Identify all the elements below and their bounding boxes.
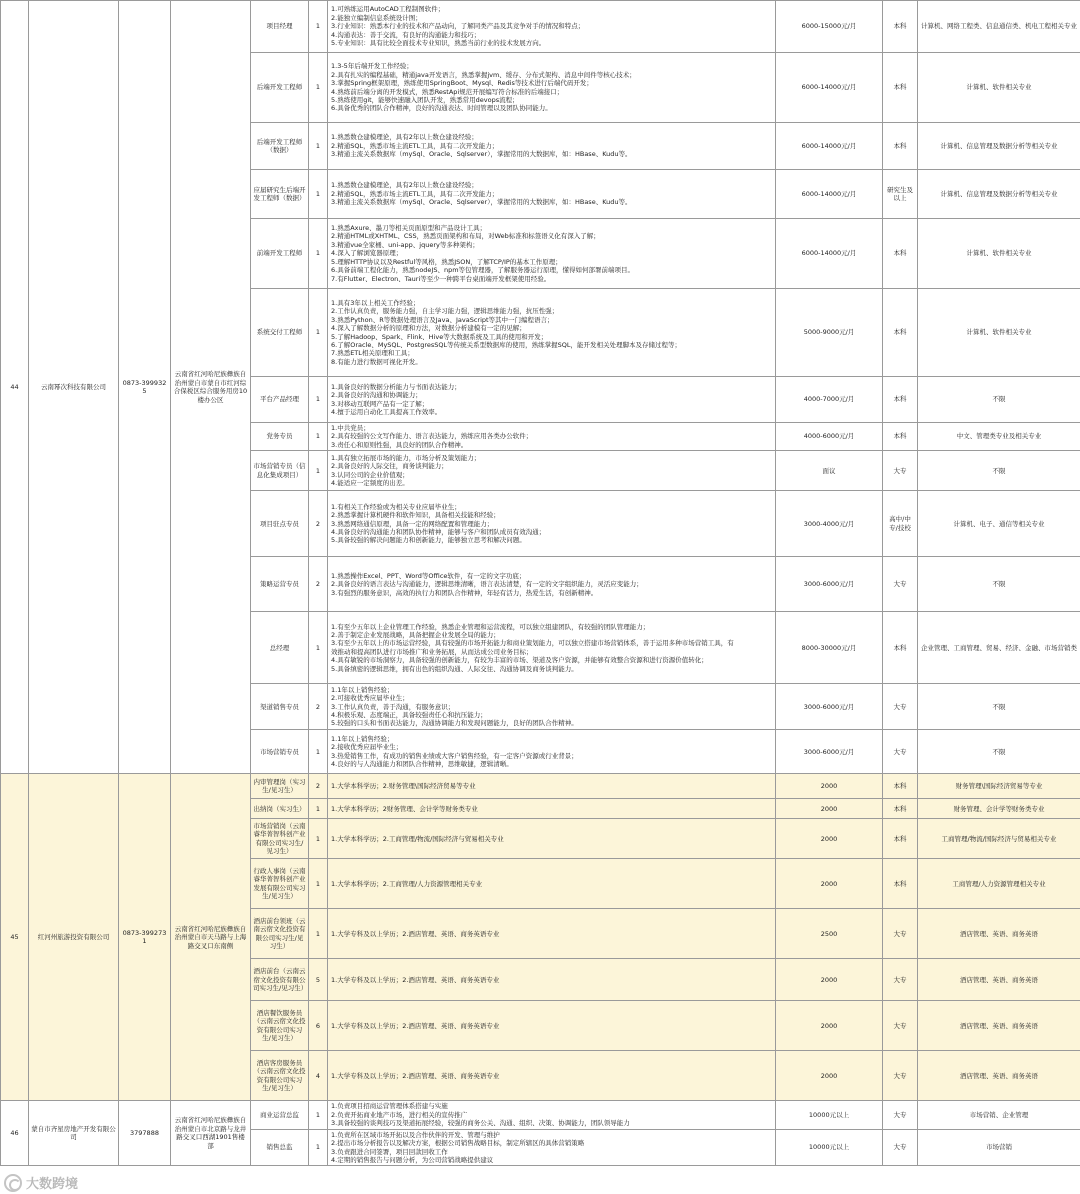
requirement-line: 3.掌握Spring框架原理，熟练使用SpringBoot、Mysql、Redis等技术进行后端代码开发； [331, 79, 593, 88]
job-education-cell: 本科 [883, 377, 918, 423]
watermark-text: 大数跨境 [26, 1177, 79, 1192]
job-education-cell: 大专 [883, 684, 918, 730]
job-salary-cell: 6000-14000元/月 [776, 53, 883, 123]
job-major-cell: 不限 [918, 557, 1080, 612]
job-salary-cell: 3000-4000元/月 [776, 491, 883, 557]
requirement-line: 2.能独立编制信息系统设计图； [331, 13, 422, 22]
job-count-cell: 1 [309, 170, 328, 219]
company-phone-cell: 0873-3992731 [119, 774, 171, 1101]
requirement-line: 3.对移动互联网产品有一定了解； [331, 399, 429, 408]
company-address-cell: 云南省红河哈尼族彝族自治州蒙自市天马路与上海路交叉口东南侧 [171, 774, 251, 1101]
company-name-cell: 红河州旅游投资有限公司 [29, 774, 119, 1101]
job-salary-cell: 2500 [776, 909, 883, 959]
job-title-cell: 酒店客房服务员（云南云宿文化投资有限公司实习生/见习生） [251, 1051, 309, 1101]
job-salary-cell: 2000 [776, 859, 883, 909]
job-major-cell: 计算机、信息管理及数据分析等相关专业 [918, 170, 1080, 219]
job-education-cell: 大专 [883, 451, 918, 491]
job-count-cell: 2 [309, 774, 328, 799]
requirement-line: 3.精通vue全家桶、uni-app、jquery等多种架构； [331, 240, 479, 249]
company-address-cell: 云南省红河哈尼族彝族自治州蒙自市蒙自市红河综合保税区综合服务用房10楼办公区 [171, 1, 251, 774]
job-education-cell: 本科 [883, 53, 918, 123]
job-count-cell: 1 [309, 730, 328, 774]
job-count-cell: 6 [309, 1001, 328, 1051]
requirement-line: 2.善于制定企业发展战略，具备把握企业发展全局的能力； [331, 630, 500, 639]
job-requirements-cell [328, 612, 776, 684]
requirement-line: 2.可接收优秀应届毕业生； [331, 694, 409, 703]
job-title-cell: 出纳岗（实习生） [251, 799, 309, 819]
job-education-cell: 本科 [883, 219, 918, 289]
requirement-line: 2.精通HTML或XHTML、CSS，熟悉页面架构和布局，对Web标准和标签语义化有深入了解； [331, 232, 600, 241]
requirement-line: 1.负责项目招商运营管理体系搭建与实施 [331, 1102, 448, 1111]
company-no-cell: 44 [1, 1, 29, 774]
job-education-cell: 大专 [883, 909, 918, 959]
brand-logo-icon [4, 1174, 22, 1192]
requirement-line: 7.有Flutter、Electron、Tauri等至少一种跨平台桌面端开发框架使用经验。 [331, 274, 551, 283]
requirement-line: 1.熟悉操作Excel、PPT、Word等Office软件，有一定的文字功底； [331, 571, 526, 580]
job-education-cell: 本科 [883, 859, 918, 909]
job-table-body [1, 1, 1080, 1166]
job-salary-cell: 8000-30000元/月 [776, 612, 883, 684]
job-major-cell: 计算机、电子、通信等相关专业 [918, 491, 1080, 557]
requirement-line: 4.擅于运用自动化工具提高工作效率。 [331, 407, 442, 416]
requirement-line: 4.沟通表达：善于交流，有良好的沟通能力和技巧； [331, 30, 481, 39]
job-title-cell: 销售总监 [251, 1129, 309, 1166]
job-major-cell: 市场营销 [918, 1129, 1080, 1166]
job-requirements-cell [328, 289, 776, 377]
requirement-line: 3.有强烈的服务意识，高效的执行力和团队合作精神，年轻有活力，热爱生活，有创新精神。 [331, 588, 598, 597]
job-salary-cell: 6000-14000元/月 [776, 123, 883, 170]
job-title-cell: 渠道销售专员 [251, 684, 309, 730]
job-title-cell: 应届研究生后端开发工程师（数据） [251, 170, 309, 219]
job-education-cell: 大专 [883, 1001, 918, 1051]
job-count-cell: 1 [309, 819, 328, 859]
requirement-line: 4.熟练前后端分离的开发模式，熟悉RestApi规范开展编写符合标准的后端接口； [331, 87, 564, 96]
requirement-line: 1.大学本科学历；2.工商管理/人力资源管理相关专业 [331, 879, 483, 888]
job-education-cell: 本科 [883, 774, 918, 799]
job-title-cell: 后端开发工程师（数据） [251, 123, 309, 170]
job-requirements-cell [328, 1101, 776, 1129]
job-title-cell: 策略运营专员 [251, 557, 309, 612]
requirement-line: 7.熟悉ETL相关原理和工具； [331, 349, 414, 358]
requirement-line: 2.具有较强的公文写作能力、语言表达能力，熟练应用各类办公软件； [331, 432, 533, 441]
requirement-line: 2.提出市场分析报告以及解决方案，根据公司销售战略目标，制定所辖区的具体营销策略 [331, 1139, 585, 1148]
job-salary-cell: 2000 [776, 959, 883, 1001]
job-major-cell: 计算机、网络工程类、信息通信类、机电工程相关专业 [918, 1, 1080, 53]
job-major-cell: 不限 [918, 730, 1080, 774]
requirement-line: 3.行业知识：熟悉本行业的技术和产品动向，了解同类产品及其竞争对手的情况和特点； [331, 22, 585, 31]
requirement-line: 1.中共党员； [331, 424, 370, 432]
job-title-cell: 内审管理岗（实习生/见习生） [251, 774, 309, 799]
job-salary-cell: 2000 [776, 1001, 883, 1051]
job-requirements-cell [328, 859, 776, 909]
requirement-line: 2.具有扎实的编程基础，精通java开发语言，熟悉掌握jvm、缓存、分布式架构、消息中间件等核心技术； [331, 70, 636, 79]
requirement-line: 3.工作认真负责，善于沟通，有服务意识； [331, 702, 455, 711]
job-requirements-cell [328, 1, 776, 53]
requirement-line: 5.熟练使用git，能够快速融入团队开发，熟悉常用devops流程； [331, 95, 519, 104]
requirement-line: 5.具备较强的解决问题能力和创新能力，能够独立思考和解决问题。 [331, 536, 526, 545]
requirement-line: 1.有至少五年以上企业管理工作经验，熟悉企业管理和运营流程，可以独立组建团队，有较强的团队管理能力； [331, 622, 650, 631]
job-major-cell: 财务管理\国际经济贸易等专业 [918, 774, 1080, 799]
job-major-cell: 市场营销、企业管理 [918, 1101, 1080, 1129]
job-count-cell: 4 [309, 1051, 328, 1101]
requirement-line: 2.接收优秀应届毕业生； [331, 743, 403, 752]
job-major-cell: 酒店管理、英语、商务英语 [918, 1051, 1080, 1101]
requirement-line: 3.负责跟进合同签署，项目回款回收工作 [331, 1147, 448, 1156]
job-requirements-cell [328, 1051, 776, 1101]
job-requirements-cell [328, 53, 776, 123]
requirement-line: 1.具备良好的数据分析能力与书面表达能力； [331, 382, 461, 391]
job-salary-cell: 10000元以上 [776, 1129, 883, 1166]
requirement-line: 5.理解HTTP协议以及Restful等风格，熟悉JSON，了解TCP/IP的基本工作原理； [331, 257, 562, 266]
job-education-cell: 本科 [883, 1, 918, 53]
requirement-line: 3.认同公司的企业价值观； [331, 470, 409, 479]
job-requirements-cell [328, 377, 776, 423]
job-title-cell: 平台产品经理 [251, 377, 309, 423]
job-education-cell: 大专 [883, 1101, 918, 1129]
requirement-line: 1.3-5年后端开发工作经验； [331, 62, 413, 71]
job-education-cell: 高中/中专/技校 [883, 491, 918, 557]
job-salary-cell: 4000-6000元/月 [776, 423, 883, 451]
job-requirements-cell [328, 959, 776, 1001]
job-count-cell: 1 [309, 612, 328, 684]
job-salary-cell: 2000 [776, 774, 883, 799]
job-count-cell: 1 [309, 289, 328, 377]
company-address-cell: 云南省红河哈尼族彝族自治州蒙自市北京路与龙井路交叉口西湖1901售楼部 [171, 1101, 251, 1166]
requirement-line: 3.精通主流关系数据库（mySql、Oracle、Sqlserver），掌握常用的大数据库，如：HBase、Kudu等。 [331, 150, 632, 159]
job-count-cell: 1 [309, 219, 328, 289]
job-salary-cell: 5000-9000元/月 [776, 289, 883, 377]
job-title-cell: 总经理 [251, 612, 309, 684]
job-count-cell: 1 [309, 53, 328, 123]
job-education-cell: 本科 [883, 289, 918, 377]
requirement-line: 效推动和提高团队进行市场推广和业务拓展，从而达成公司业务目标； [331, 647, 533, 656]
requirement-line: 1.具有独立拓展市场的能力，市场分析及策划能力； [331, 453, 481, 462]
job-major-cell: 计算机、软件相关专业 [918, 53, 1080, 123]
job-major-cell: 不限 [918, 377, 1080, 423]
requirement-line: 1.具有3年以上相关工作经验； [331, 298, 420, 307]
job-requirements-cell [328, 1001, 776, 1051]
job-title-cell: 酒店前台领班（云南云宿文化投资有限公司实习生/见习生） [251, 909, 309, 959]
job-count-cell: 1 [309, 1129, 328, 1166]
requirement-line: 2.工作认真负责，服务能力强，自主学习能力强，逻辑思维能力强，抗压性强； [331, 307, 559, 316]
job-title-cell: 商业运营总监 [251, 1101, 309, 1129]
job-count-cell: 1 [309, 909, 328, 959]
requirement-line: 2.具备良好的人际交往，商务谈判能力； [331, 462, 448, 471]
job-requirements-cell [328, 123, 776, 170]
requirement-line: 4.具有敏锐的市场洞察力，具备较强的创新能力，有较为丰富的市场、渠道及客户资源，并能够有效整合资源和进行资源价值转化； [331, 656, 708, 665]
job-salary-cell: 面议 [776, 451, 883, 491]
job-education-cell: 本科 [883, 819, 918, 859]
requirement-line: 1.大学专科及以上学历；2.酒店管理、英语、商务英语专业 [331, 1021, 500, 1030]
job-salary-cell: 3000-6000元/月 [776, 684, 883, 730]
requirement-line: 1.大学专科及以上学历；2.酒店管理、英语、商务英语专业 [331, 1071, 500, 1080]
requirement-line: 1.大学本科学历；2财务管理、会计学等财务类专业 [331, 804, 478, 813]
requirement-line: 4.具备良好的沟通能力和团队协作精神，能够与客户和团队成员有效沟通； [331, 528, 546, 537]
company-phone-cell: 0873-3999325 [119, 1, 171, 774]
job-title-cell: 酒店前台（云南云宿文化投资有限公司实习生/见习生） [251, 959, 309, 1001]
job-count-cell: 1 [309, 1, 328, 53]
requirement-line: 3.责任心和原则性强，具良好的团队合作精神。 [331, 440, 468, 449]
job-requirements-cell [328, 819, 776, 859]
requirement-line: 5.了解Hadoop、Spark、Flink、Hive等大数据系统及工具的使用和开发； [331, 332, 548, 341]
job-education-cell: 大专 [883, 730, 918, 774]
job-education-cell: 本科 [883, 123, 918, 170]
requirement-line: 4.定期的销售报告与问题分析，为公司营销战略提供建议 [331, 1155, 494, 1164]
job-count-cell: 2 [309, 557, 328, 612]
table-row [1, 1101, 1080, 1129]
job-title-cell: 市场营销专员（信息化集成项目） [251, 451, 309, 491]
requirement-line: 4.积极乐观、态度端正，具备较强责任心和抗压能力； [331, 711, 487, 720]
job-title-cell: 后端开发工程师 [251, 53, 309, 123]
requirement-line: 4.能适应一定频度的出差。 [331, 479, 409, 488]
job-count-cell: 1 [309, 423, 328, 451]
requirement-line: 1.负责所在区域市场开拓以及合作伙伴的开发、管理与维护 [331, 1130, 500, 1139]
requirement-line: 6.具备前端工程化能力，熟悉nodeJS、npm等包管理器，了解服务器运行原理，懂得如何部署前端项目。 [331, 266, 635, 275]
company-name-cell: 云南幂次科技有限公司 [29, 1, 119, 774]
job-major-cell: 计算机、软件相关专业 [918, 289, 1080, 377]
job-requirements-cell [328, 1129, 776, 1166]
requirement-line: 3.热爱销售工作，有成功的销售业绩或大客户销售经验，有一定客户资源或行业背景； [331, 751, 578, 760]
requirement-line: 2.精通SQL，熟悉市场主流ETL工具，具有二次开发能力； [331, 141, 499, 150]
job-requirements-cell [328, 557, 776, 612]
job-major-cell: 计算机、软件相关专业 [918, 219, 1080, 289]
job-education-cell: 本科 [883, 423, 918, 451]
job-major-cell: 中文、管理类专业及相关专业 [918, 423, 1080, 451]
company-name-cell: 蒙自市齐星房地产开发有限公司 [29, 1101, 119, 1166]
job-count-cell: 1 [309, 377, 328, 423]
job-education-cell: 研究生及以上 [883, 170, 918, 219]
requirement-line: 3.有至少五年以上的市场运营经验，具有较强的市场开拓能力和商业策划能力，可以独立搭建市场营销体系，善于运用多种市场营销工具，有 [331, 639, 734, 648]
company-phone-cell: 3797888 [119, 1101, 171, 1166]
company-no-cell: 46 [1, 1101, 29, 1166]
requirement-line: 4.深入了解浏览器原理； [331, 249, 403, 258]
requirement-line: 1.熟悉Axure、墨刀等相关页面原型和产品设计工具； [331, 223, 487, 232]
job-education-cell: 大专 [883, 557, 918, 612]
job-title-cell: 市场营销专员 [251, 730, 309, 774]
requirement-line: 1.大学专科及以上学历；2.酒店管理、英语、商务英语专业 [331, 975, 500, 984]
job-major-cell: 不限 [918, 451, 1080, 491]
job-title-cell: 项目驻点专员 [251, 491, 309, 557]
requirement-line: 4.深入了解数据分析的原理和方法，对数据分析建模有一定的见解； [331, 324, 526, 333]
job-salary-cell: 10000元以上 [776, 1101, 883, 1129]
job-salary-cell: 2000 [776, 1051, 883, 1101]
requirement-line: 3.熟悉Python、R等数据处理语言及Java、JavaScript等其中一门编程语言； [331, 315, 554, 324]
table-row [1, 774, 1080, 799]
job-major-cell: 计算机、信息管理及数据分析等相关专业 [918, 123, 1080, 170]
requirement-line: 2.负责开拓商业地产市场，进行相关的宣传推广 [331, 1110, 468, 1119]
job-education-cell: 本科 [883, 612, 918, 684]
job-requirements-cell [328, 170, 776, 219]
job-requirements-cell [328, 219, 776, 289]
requirement-line: 1.大学本科学历；2.工商管理/物流/国际经济与贸易相关专业 [331, 834, 504, 843]
requirement-line: 3.具备较强的谈判技巧及渠道拓展经验，较强的商务公关、沟通、组织、决策、协调能力，团队领导能力 [331, 1119, 630, 1128]
job-requirements-cell [328, 491, 776, 557]
company-no-cell: 45 [1, 774, 29, 1101]
job-salary-cell: 4000-7000元/月 [776, 377, 883, 423]
job-requirements-cell [328, 774, 776, 799]
table-row [1, 1, 1080, 53]
requirement-line: 1.熟悉数仓建模理论，具有2年以上数仓建设经验； [331, 181, 478, 190]
job-major-cell: 酒店管理、英语、商务英语 [918, 909, 1080, 959]
job-education-cell: 大专 [883, 1051, 918, 1101]
requirement-line: 5.较强的口头和书面表达能力，沟通协调能力和发现问题能力，良好的团队合作精神。 [331, 719, 578, 728]
requirement-line: 6.具备优秀的团队合作精神，良好的沟通表达、时间管理以及团队协同能力。 [331, 104, 552, 113]
job-salary-cell: 6000-14000元/月 [776, 170, 883, 219]
job-count-cell: 1 [309, 123, 328, 170]
requirement-line: 3.熟悉网络通信原理，具备一定的网络配置和管理能力； [331, 519, 494, 528]
requirement-line: 4.良好的与人沟通能力和团队合作精神，思维敏捷，逻辑清晰。 [331, 760, 513, 769]
job-major-cell: 工商管理/物流/国际经济与贸易相关专业 [918, 819, 1080, 859]
job-salary-cell: 3000-6000元/月 [776, 730, 883, 774]
job-requirements-cell [328, 451, 776, 491]
job-count-cell: 1 [309, 859, 328, 909]
job-count-cell: 1 [309, 799, 328, 819]
job-title-cell: 前端开发工程师 [251, 219, 309, 289]
job-salary-cell: 6000-15000元/月 [776, 1, 883, 53]
job-requirements-cell [328, 423, 776, 451]
job-major-cell: 财务管理、会计学等财务类专业 [918, 799, 1080, 819]
job-title-cell: 项目经理 [251, 1, 309, 53]
requirement-line: 1.有相关工作经验或为相关专业应届毕业生； [331, 502, 461, 511]
requirement-line: 1.1年以上销售经验； [331, 685, 394, 694]
requirement-line: 1.大学专科及以上学历；2.酒店管理、英语、商务英语专业 [331, 929, 500, 938]
requirement-line: 1.1年以上销售经验； [331, 734, 394, 743]
job-count-cell: 5 [309, 959, 328, 1001]
job-title-cell: 行政人事岗（云南睿华菁智科创产业发展有限公司实习生/见习生） [251, 859, 309, 909]
job-count-cell: 2 [309, 491, 328, 557]
requirement-line: 2.具备良好的沟通和协调能力； [331, 391, 422, 400]
job-title-cell: 系统交付工程师 [251, 289, 309, 377]
job-requirements-cell [328, 730, 776, 774]
job-salary-cell: 2000 [776, 799, 883, 819]
job-major-cell: 酒店管理、英语、商务英语 [918, 959, 1080, 1001]
requirement-line: 6.了解Oracle、MySQL、PostgresSQL等传统关系型数据库的使用，熟练掌握SQL，能开发相关处理脚本及存储过程等； [331, 340, 682, 349]
job-title-cell: 市场营销岗（云南睿华菁智科创产业有限公司实习生/见习生） [251, 819, 309, 859]
job-education-cell: 大专 [883, 959, 918, 1001]
requirement-line: 1.熟悉数仓建模理论，具有2年以上数仓建设经验； [331, 133, 478, 142]
job-requirements-cell [328, 799, 776, 819]
job-title-cell: 酒店餐饮服务员（云南云宿文化投资有限公司实习生/见习生） [251, 1001, 309, 1051]
job-major-cell: 不限 [918, 684, 1080, 730]
requirement-line: 1.可熟练运用AutoCAD工程制图软件； [331, 5, 445, 14]
job-count-cell: 1 [309, 451, 328, 491]
job-title-cell: 党务专员 [251, 423, 309, 451]
job-salary-cell: 6000-14000元/月 [776, 219, 883, 289]
job-salary-cell: 3000-6000元/月 [776, 557, 883, 612]
requirement-line: 5.专业知识：具有比较全面技术专业知识，熟悉当前行业的技术发展方向。 [331, 39, 546, 48]
job-major-cell: 酒店管理、英语、商务英语 [918, 1001, 1080, 1051]
requirement-line: 2.熟悉掌握计算机硬件和软件知识，具备相关技能和经验； [331, 511, 500, 520]
job-requirements-cell [328, 684, 776, 730]
requirement-line: 1.大学本科学历；2.财务管理\国际经济贸易等专业 [331, 782, 476, 791]
job-education-cell: 本科 [883, 799, 918, 819]
requirement-line: 2.精通SQL，熟悉市场主流ETL工具，具有二次开发能力； [331, 189, 499, 198]
requirement-line: 8.有能力进行数据可视化开发。 [331, 357, 422, 366]
watermark [4, 1173, 78, 1192]
job-major-cell: 企业管理、工商管理、贸易、经济、金融、市场营销类 [918, 612, 1080, 684]
requirement-line: 3.精通主流关系数据库（mySql、Oracle、Sqlserver），掌握常用的大数据库，如：HBase、Kudu等。 [331, 198, 632, 207]
job-major-cell: 工商管理/人力资源管理相关专业 [918, 859, 1080, 909]
job-salary-cell: 2000 [776, 819, 883, 859]
job-requirements-cell [328, 909, 776, 959]
job-count-cell: 1 [309, 1101, 328, 1129]
job-education-cell: 大专 [883, 1129, 918, 1166]
job-count-cell: 2 [309, 684, 328, 730]
requirement-line: 5.具备缜密的逻辑思维，拥有出色的组织沟通、人际交往、沟通协调及商务谈判能力。 [331, 664, 578, 673]
requirement-line: 2.具备良好的语言表达与沟通能力，逻辑思维清晰，语言表达清楚，有一定的文字组织能力，灵活应变能力； [331, 580, 643, 589]
